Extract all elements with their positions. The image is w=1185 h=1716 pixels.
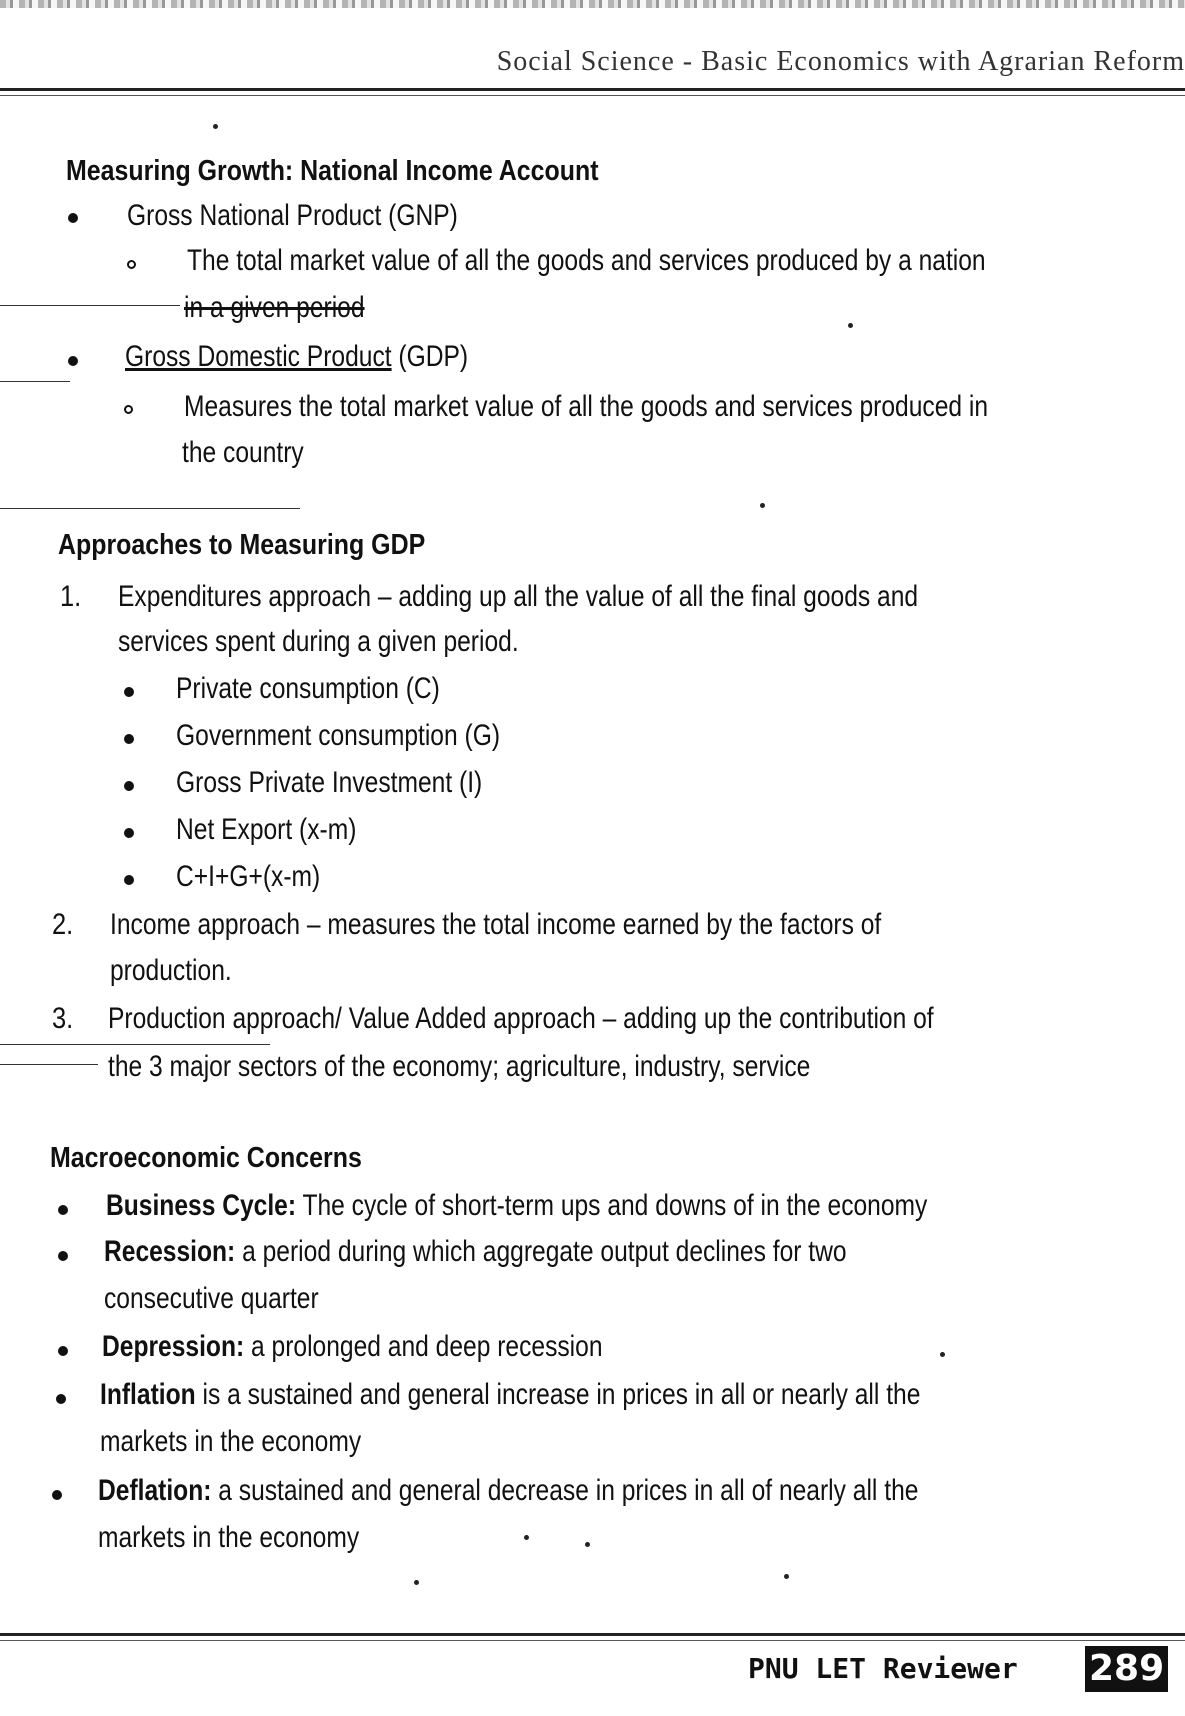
gdp-label-abbrev: (GDP) (391, 340, 469, 373)
header-rule (0, 88, 1185, 91)
margin-mark-line (0, 381, 70, 382)
footer-rule-thin (0, 1640, 1185, 1641)
component-formula: C+I+G+(x-m) (176, 860, 321, 893)
list-number: 1. (60, 580, 82, 613)
gnp-label: Gross National Product (GNP) (127, 199, 458, 232)
depression-term: Depression: (102, 1330, 245, 1363)
footer-label: PNU LET Reviewer (748, 1652, 1018, 1685)
recession-definition-line1: a period during which aggregate output declines for two (235, 1235, 847, 1268)
bullet-icon (124, 687, 134, 697)
income-approach-line1: Income approach – measures the total income earned by the factors of (110, 908, 882, 941)
business-cycle-item (106, 1189, 927, 1223)
gdp-definition-line2: the country (182, 436, 304, 469)
inflation-definition-line1: is a sustained and general increase in prices in all or nearly all the (195, 1378, 921, 1411)
bullet-icon (124, 875, 134, 885)
gdp-label-underlined: Gross Domestic Product (125, 340, 392, 373)
page-number: 289 (1085, 1646, 1168, 1692)
production-approach-line1: Production approach/ Value Added approach – adding up the contribution of (108, 1002, 934, 1035)
component-government-consumption: Government consumption (G) (176, 719, 501, 752)
bullet-icon (68, 356, 78, 366)
recession-item (104, 1235, 847, 1269)
component-gross-private-investment: Gross Private Investment (I) (176, 766, 483, 799)
header-rule-thin (0, 95, 1185, 96)
production-approach-line2: the 3 major sectors of the economy; agriculture, industry, service (108, 1050, 811, 1083)
bullet-icon (58, 1251, 68, 1261)
business-cycle-term: Business Cycle: (106, 1189, 297, 1222)
scan-speck (414, 1580, 419, 1585)
margin-mark-line (0, 1044, 270, 1045)
gdp-definition-line1: Measures the total market value of all the goods and services produced in (184, 390, 989, 423)
scan-speck (784, 1574, 789, 1579)
margin-mark-line (0, 508, 300, 509)
section-title-gdp-approaches: Approaches to Measuring GDP (58, 529, 426, 561)
deflation-definition-line1: a sustained and general decrease in prices in all of nearly all the (211, 1474, 919, 1507)
inflation-item (100, 1378, 920, 1412)
bullet-icon (56, 1394, 66, 1404)
inflation-term: Inflation (100, 1378, 196, 1411)
bullet-icon (58, 1346, 68, 1356)
scan-speck (848, 323, 853, 328)
component-net-export: Net Export (x-m) (176, 813, 357, 846)
recession-definition-line2: consecutive quarter (104, 1282, 319, 1315)
depression-definition: a prolonged and deep recession (244, 1330, 603, 1363)
margin-mark-line (0, 1064, 98, 1065)
expenditures-approach-line1: Expenditures approach – adding up all the value of all the final goods and (118, 580, 919, 613)
sub-bullet-circle-icon (127, 260, 136, 269)
list-number: 2. (52, 908, 74, 941)
inflation-definition-line2: markets in the economy (100, 1425, 362, 1458)
income-approach-line2: production. (110, 954, 232, 987)
component-private-consumption: Private consumption (C) (176, 672, 440, 705)
gnp-definition-line2: in a given period (184, 291, 365, 324)
bullet-icon (58, 1205, 68, 1215)
gdp-label (125, 340, 468, 374)
deflation-definition-line2: markets in the economy (98, 1521, 360, 1554)
bullet-icon (124, 734, 134, 744)
scan-speck (524, 1535, 529, 1540)
scan-speck (213, 124, 218, 129)
scan-speck (760, 503, 765, 508)
gnp-definition-line1: The total market value of all the goods and services produced by a nation (187, 244, 986, 277)
bullet-icon (52, 1490, 62, 1500)
running-header: Social Science - Basic Economics with Agrarian Reform (496, 46, 1185, 77)
deflation-item (98, 1474, 918, 1508)
bullet-icon (68, 213, 78, 223)
recession-term: Recession: (104, 1235, 236, 1268)
footer-rule (0, 1633, 1185, 1636)
depression-item (102, 1330, 603, 1364)
bullet-icon (124, 828, 134, 838)
section-title-macroeconomic-concerns: Macroeconomic Concerns (50, 1142, 362, 1174)
sub-bullet-circle-icon (124, 405, 133, 414)
bullet-icon (124, 781, 134, 791)
expenditures-approach-line2: services spent during a given period. (118, 625, 519, 658)
margin-mark-line (0, 305, 180, 306)
business-cycle-definition: The cycle of short-term ups and downs of in the economy (296, 1189, 928, 1222)
deflation-term: Deflation: (98, 1474, 212, 1507)
scan-speck (585, 1542, 590, 1547)
scan-top-edge (0, 0, 1185, 8)
list-number: 3. (52, 1002, 74, 1035)
section-title-national-income: Measuring Growth: National Income Account (66, 155, 599, 187)
scan-speck (940, 1352, 945, 1357)
